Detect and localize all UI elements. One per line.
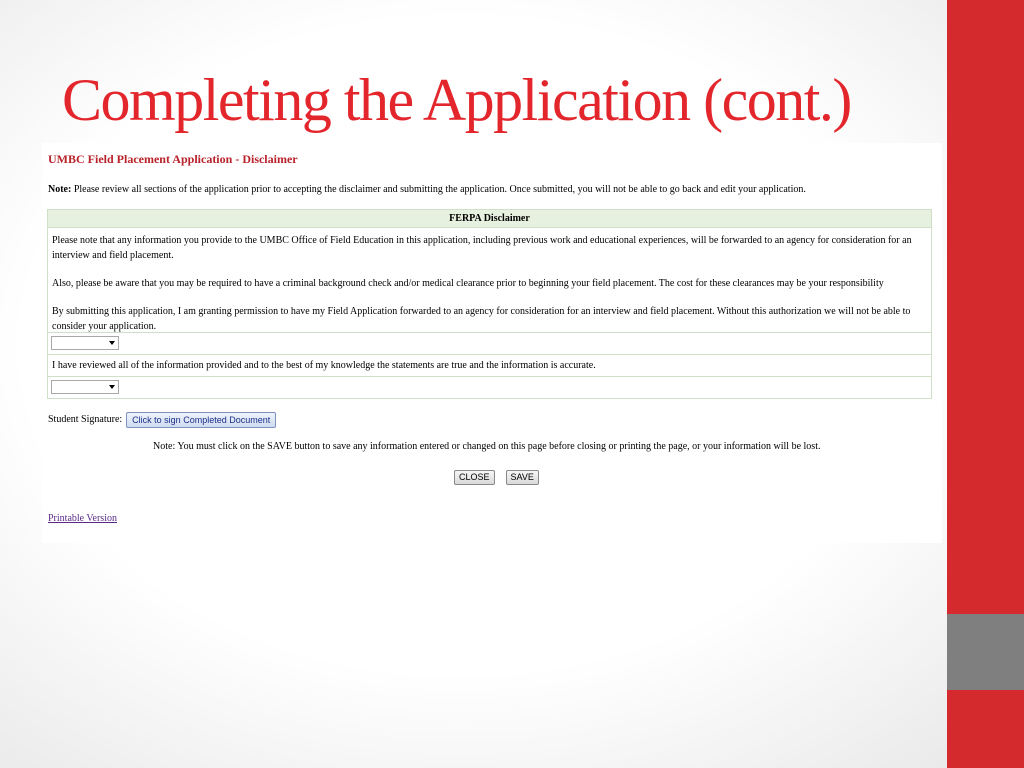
confirm-review-row (48, 377, 931, 398)
signature-row (48, 412, 276, 428)
ferpa-paragraph: Please note that any information you provide to the UMBC Office of Field Education in this application, including previous work and educational experiences, will be forwarded to an agency for consideration for an interview and field placement. (52, 235, 912, 261)
dropdown-arrow-icon (109, 341, 115, 345)
slide-title: Completing the Application (cont.) (62, 67, 851, 133)
printable-version-link[interactable]: Printable Version (48, 513, 117, 524)
note-label: Note: (48, 184, 72, 195)
save-note: Note: You must click on the SAVE button to save any information entered or changed on this page before closing or printing the page, or your information will be lost. (153, 441, 821, 452)
side-accent-bar-gray (947, 614, 1024, 690)
note-line (48, 184, 806, 195)
side-accent-bar-bottom (947, 690, 1024, 768)
action-buttons (454, 470, 550, 485)
close-button[interactable]: CLOSE (454, 470, 495, 485)
ferpa-paragraph: Also, please be aware that you may be required to have a criminal background check and/or medical clearance prior to beginning your field placement. The cost for these clearances may be your responsibility (52, 278, 884, 289)
accept-disclaimer-row (48, 333, 931, 355)
review-statement: I have reviewed all of the information provided and to the best of my knowledge the statements are true and the information is accurate. (48, 355, 931, 377)
ferpa-paragraph: By submitting this application, I am granting permission to have my Field Application forwarded to an agency for consideration for an interview and field placement. Without this authorization we will not be able to consider your application. (52, 306, 911, 332)
application-screenshot (42, 143, 942, 543)
sign-document-button[interactable]: Click to sign Completed Document (126, 412, 276, 428)
confirm-review-select[interactable] (51, 380, 119, 394)
side-accent-bar-red (947, 0, 1024, 614)
ferpa-header: FERPA Disclaimer (48, 210, 931, 228)
ferpa-table (47, 209, 932, 399)
accept-disclaimer-select[interactable] (51, 336, 119, 350)
ferpa-body (48, 228, 931, 333)
note-text: Please review all sections of the application prior to accepting the disclaimer and submitting the application. Once submitted, you will not be able to go back and edit your application. (71, 184, 806, 195)
form-title: UMBC Field Placement Application - Disclaimer (48, 152, 298, 166)
signature-label: Student Signature: (48, 414, 123, 425)
dropdown-arrow-icon (109, 385, 115, 389)
save-button[interactable]: SAVE (506, 470, 539, 485)
